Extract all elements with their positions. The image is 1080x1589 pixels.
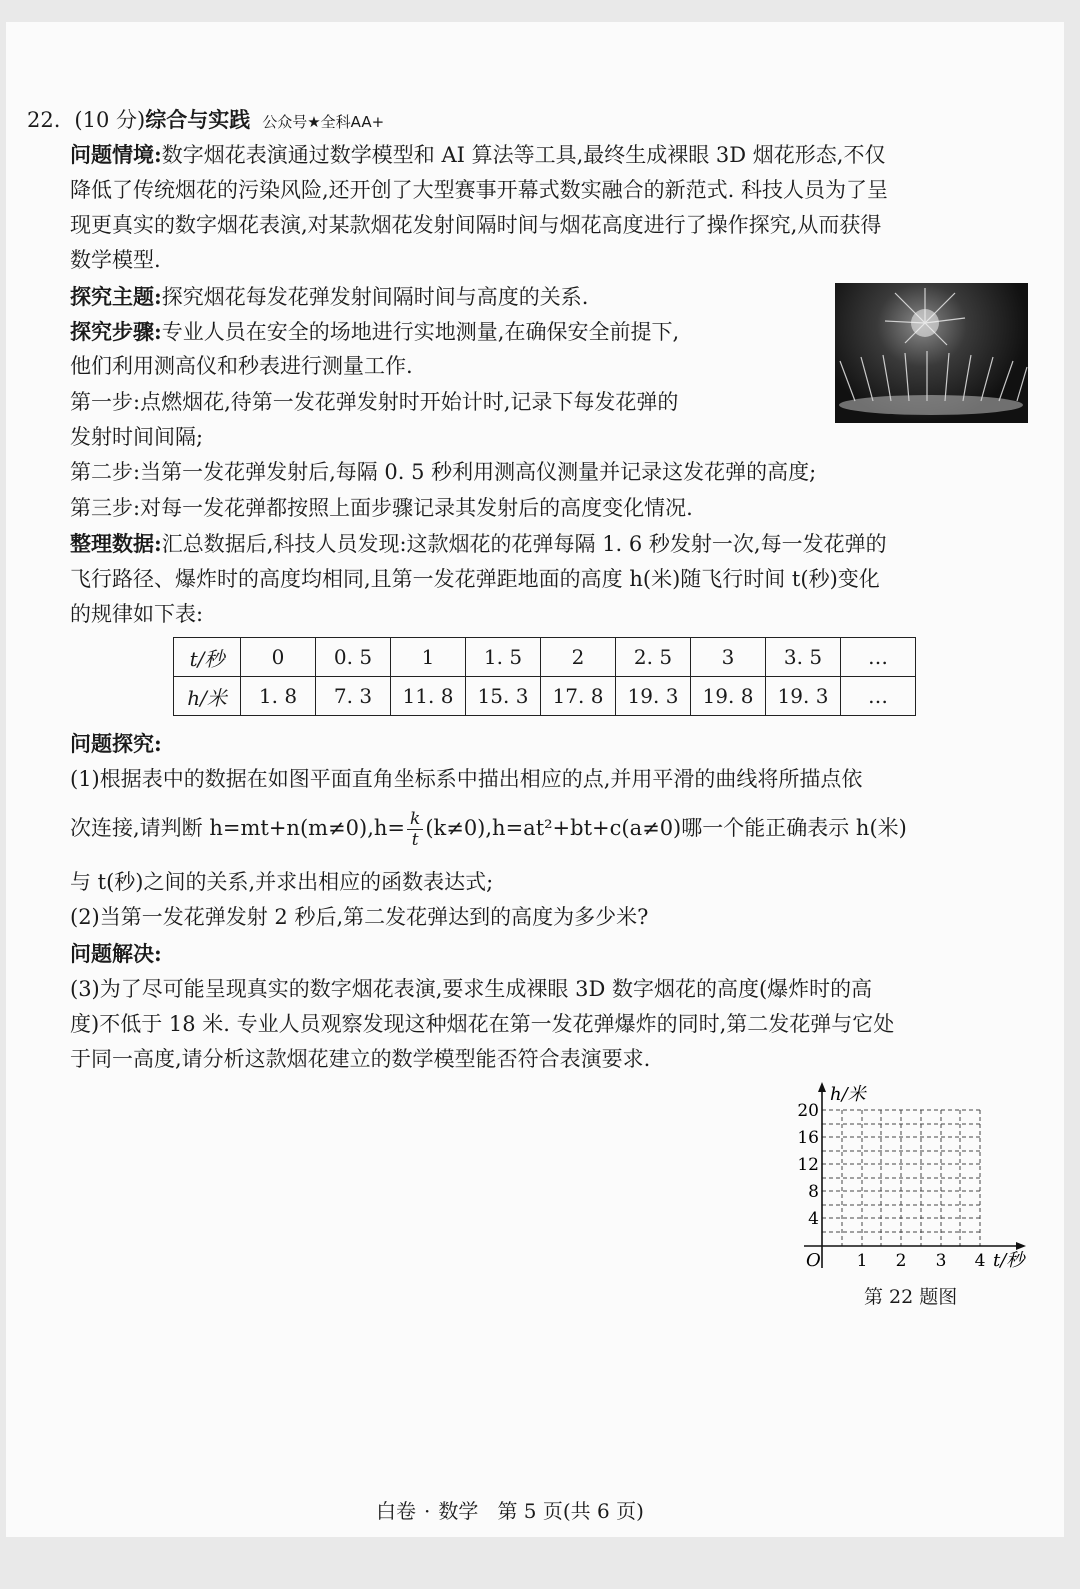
fraction-k-over-t [407,809,423,850]
t-cell: 0. 5 [316,638,391,677]
intro-line-4: 数学模型. [70,248,161,272]
question-header [27,104,384,134]
steps-label: 探究步骤: [70,319,162,344]
t-cell: 2. 5 [616,638,691,677]
watermark-note: 公众号★全科AA+ [262,113,385,131]
h-header-cell: h/米 [174,677,241,716]
q2-line: (2)当第一发花弹发射 2 秒后,第二发花弹达到的高度为多少米? [70,905,649,929]
theme-text: 探究烟花每发花弹发射间隔时间与高度的关系. [161,285,589,309]
data-table [173,637,916,716]
question-score: (10 分) [74,108,146,132]
q3-line-b: 度)不低于 18 米. 专业人员观察发现这种烟花在第一发花弹爆炸的同时,第二发花弹与它处 [70,1012,895,1036]
steps-line-2: 他们利用测高仪和秒表进行测量工作. [70,354,413,378]
x-axis-label: t/秒 [993,1250,1025,1271]
q1-line-a: (1)根据表中的数据在如图平面直角坐标系中描出相应的点,并用平滑的曲线将所描点依 [70,767,863,791]
footer-subject: 数学 [438,1499,479,1523]
t-cell: 0 [241,638,316,677]
t-cell: 2 [541,638,616,677]
x-tick-label: 3 [935,1251,947,1271]
step1-line-a: 第一步:点燃烟花,待第一发花弹发射时开始计时,记录下每发花弹的 [70,390,679,414]
solve-label: 问题解决: [70,941,162,966]
t-cell: … [841,638,916,677]
steps-line-1 [70,321,679,343]
q1-text-post: (k≠0),h=at²+bt+c(a≠0)哪一个能正确表示 h(米) [425,816,907,840]
t-cell: 1. 5 [466,638,541,677]
y-tick-label: 4 [808,1209,819,1229]
t-header-cell: t/秒 [174,638,241,677]
organize-text-1: 汇总数据后,科技人员发现:这款烟花的花弹每隔 1. 6 秒发射一次,每一发花弹的 [161,532,887,556]
intro-line-1 [70,144,885,166]
footer-paper: 白卷 [376,1499,416,1523]
q1-line-b [70,806,907,850]
theme-line [70,286,588,308]
fraction-denominator: t [411,830,419,850]
theme-label: 探究主题: [70,284,162,309]
footer-dot: · [424,1499,431,1523]
x-tick-label: 2 [895,1251,907,1271]
y-tick-label: 16 [797,1128,819,1148]
intro-line-3: 现更真实的数字烟花表演,对某款烟花发射间隔时间与烟花高度进行了操作探究,从而获得 [70,213,882,237]
figure-caption: 第 22 题图 [864,1286,958,1308]
intro-line-2: 降低了传统烟花的污染风险,还开创了大型赛事开幕式数实融合的新范式. 科技人员为了呈 [70,178,889,202]
q3-line-c: 于同一高度,请分析这款烟花建立的数学模型能否符合表演要求. [70,1047,651,1071]
explore-label: 问题探究: [70,731,162,756]
grid-lines [822,1110,980,1246]
x-tick-label: 1 [856,1251,868,1271]
y-tick-label: 8 [808,1182,819,1202]
organize-line-3: 的规律如下表: [70,602,204,626]
step2-line: 第二步:当第一发花弹发射后,每隔 0. 5 秒利用测高仪测量并记录这发花弹的高度; [70,460,817,484]
y-axis-arrow [818,1082,826,1092]
fireworks-illustration [835,283,1028,423]
intro-label: 问题情境: [70,142,162,167]
fireworks-photo [835,283,1028,423]
page-footer [376,1495,644,1524]
table-row-h [174,677,916,716]
origin-label: O [806,1250,821,1271]
h-cell: 19. 3 [616,677,691,716]
t-cell: 3 [691,638,766,677]
h-cell: … [841,677,916,716]
steps-text-1: 专业人员在安全的场地进行实地测量,在确保安全前提下, [161,320,680,344]
table-row-t [174,638,916,677]
q1-line-c: 与 t(秒)之间的关系,并求出相应的函数表达式; [70,870,494,894]
h-cell: 7. 3 [316,677,391,716]
y-tick-label: 12 [797,1155,819,1175]
h-cell: 19. 8 [691,677,766,716]
t-cell: 1 [391,638,466,677]
organize-line-2: 飞行路径、爆炸时的高度均相同,且第一发花弹距地面的高度 h(米)随飞行时间 t(秒)变化 [70,567,880,591]
step1-line-b: 发射时间间隔; [70,425,204,449]
h-cell: 15. 3 [466,677,541,716]
organize-label: 整理数据: [70,531,162,556]
t-cell: 3. 5 [766,638,841,677]
h-cell: 11. 8 [391,677,466,716]
h-cell: 17. 8 [541,677,616,716]
h-cell: 19. 3 [766,677,841,716]
x-axis-arrow [1016,1242,1026,1250]
y-axis-label: h/米 [830,1084,866,1105]
coordinate-grid [790,1078,1050,1278]
question-number: 22. [27,108,61,132]
step3-line: 第三步:对每一发花弹都按照上面步骤记录其发射后的高度变化情况. [70,496,693,520]
question-topic: 综合与实践 [145,107,251,132]
x-tick-label: 4 [974,1251,986,1271]
y-tick-label: 20 [797,1101,819,1121]
h-cell: 1. 8 [241,677,316,716]
footer-page: 第 5 页(共 6 页) [497,1499,644,1523]
organize-line-1 [70,533,887,555]
q3-line-a: (3)为了尽可能呈现真实的数字烟花表演,要求生成裸眼 3D 数字烟花的高度(爆炸时的高 [70,977,873,1001]
fraction-numerator: k [407,809,423,830]
intro-text-1: 数字烟花表演通过数学模型和 AI 算法等工具,最终生成裸眼 3D 烟花形态,不仅 [161,143,886,167]
q1-text-pre: 次连接,请判断 h=mt+n(m≠0),h= [70,816,405,840]
